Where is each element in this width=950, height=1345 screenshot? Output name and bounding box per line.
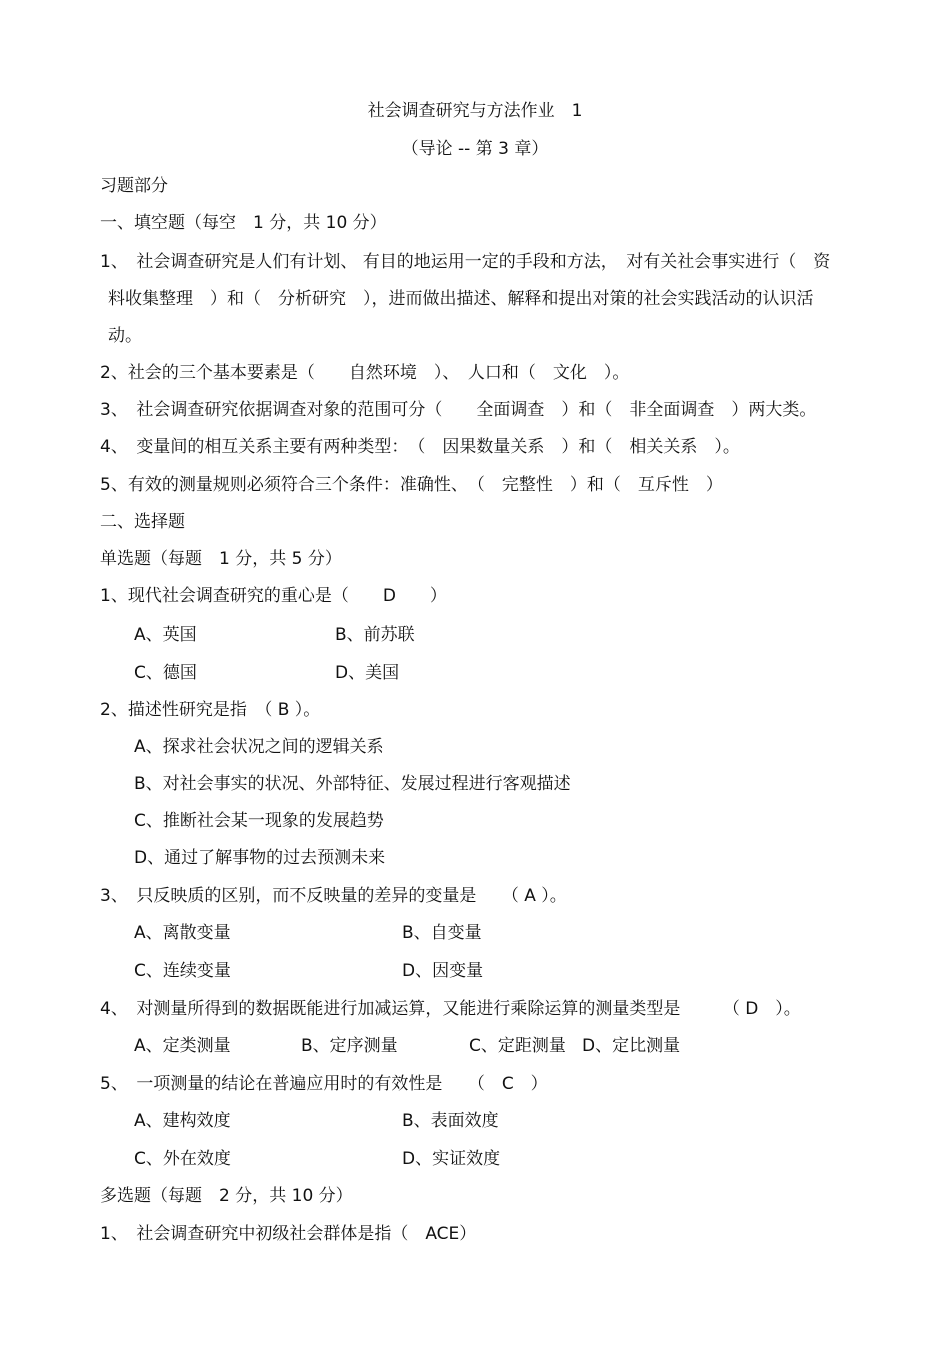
single-q3-stem: 3、 只反映质的区别，而不反映量的差异的变量是 （ A ）。 xyxy=(100,886,567,906)
single-q3-option-c: C、连续变量 xyxy=(134,961,231,981)
fill-q1-line2: 料收集整理 ）和（ 分析研究 ），进而做出描述、解释和提出对策的社会实践活动的认识活 xyxy=(108,289,814,309)
single-q5-option-c: C、外在效度 xyxy=(134,1149,231,1169)
single-q3-option-a: A、离散变量 xyxy=(134,923,231,943)
page-subtitle: （导论 -- 第 3 章） xyxy=(401,139,549,159)
single-q1-stem: 1、现代社会调查研究的重心是（ D ） xyxy=(100,586,447,606)
single-q2-option-b: B、对社会事实的状况、外部特征、发展过程进行客观描述 xyxy=(134,774,571,794)
single-q3-option-d: D、因变量 xyxy=(402,961,484,981)
fill-q2: 2、社会的三个基本要素是（ 自然环境 ）、 人口和（ 文化 ）。 xyxy=(100,363,630,383)
single-q1-option-b: B、前苏联 xyxy=(335,625,415,645)
single-q2-option-a: A、探求社会状况之间的逻辑关系 xyxy=(134,737,384,757)
single-q1-option-c: C、德国 xyxy=(134,663,197,683)
single-q5-stem: 5、 一项测量的结论在普遍应用时的有效性是 （ C ） xyxy=(100,1074,548,1094)
single-q4-option-a: A、定类测量 xyxy=(134,1036,231,1056)
section-header: 习题部分 xyxy=(100,176,168,196)
single-q4-option-b: B、定序测量 xyxy=(301,1036,398,1056)
single-q4-option-c: C、定距测量 xyxy=(469,1036,566,1056)
page-title: 社会调查研究与方法作业 1 xyxy=(367,101,583,121)
single-q3-option-b: B、自变量 xyxy=(402,923,482,943)
single-q2-option-c: C、推断社会某一现象的发展趋势 xyxy=(134,811,384,831)
fill-q5: 5、有效的测量规则必须符合三个条件：准确性、 （ 完整性 ）和（ 互斥性 ） xyxy=(100,475,723,495)
single-q5-option-d: D、实证效度 xyxy=(402,1149,501,1169)
fill-q4: 4、 变量间的相互关系主要有两种类型： （ 因果数量关系 ）和（ 相关关系 ）。 xyxy=(100,437,740,457)
fill-blank-heading: 一、填空题（每空 1 分，共 10 分） xyxy=(100,213,387,233)
fill-q3: 3、 社会调查研究依据调查对象的范围可分（ 全面调查 ）和（ 非全面调查 ）两大类。 xyxy=(100,400,817,420)
single-choice-heading: 单选题（每题 1 分，共 5 分） xyxy=(100,549,342,569)
single-q1-option-a: A、英国 xyxy=(134,625,197,645)
choice-heading: 二、选择题 xyxy=(100,512,185,532)
fill-q1-line3: 动。 xyxy=(108,326,142,346)
single-q2-option-d: D、通过了解事物的过去预测未来 xyxy=(134,848,386,868)
single-q4-option-d: D、定比测量 xyxy=(582,1036,681,1056)
multi-choice-heading: 多选题（每题 2 分，共 10 分） xyxy=(100,1186,353,1206)
single-q5-option-a: A、建构效度 xyxy=(134,1111,231,1131)
multi-q1-stem: 1、 社会调查研究中初级社会群体是指（ ACE） xyxy=(100,1224,477,1244)
single-q5-option-b: B、表面效度 xyxy=(402,1111,499,1131)
fill-q1-line1: 1、 社会调查研究是人们有计划、 有目的地运用一定的手段和方法， 对有关社会事实进行（ 资 xyxy=(100,252,831,272)
single-q2-stem: 2、描述性研究是指 （ B ）。 xyxy=(100,700,321,720)
single-q4-stem: 4、 对测量所得到的数据既能进行加减运算，又能进行乘除运算的测量类型是 （ D ）。 xyxy=(100,999,801,1019)
single-q1-option-d: D、美国 xyxy=(335,663,400,683)
